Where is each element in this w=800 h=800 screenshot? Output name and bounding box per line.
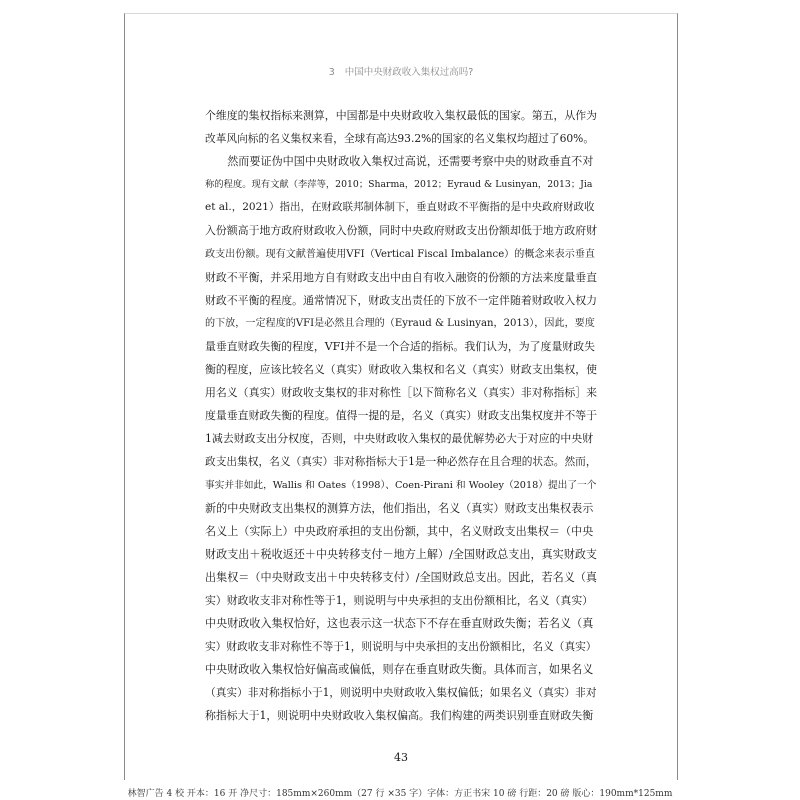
body-line: et al.，2021）指出，在财政联邦制体制下，垂直财政不平衡指的是中央政府财政收 (205, 201, 595, 214)
body-line: 出集权＝（中央财政支出＋中央转移支付）/全国财政总支出。因此，若名义（真 (205, 570, 597, 584)
page-number: 43 (394, 751, 408, 764)
body-line: 个维度的集权指标来测算，中国都是中央财政收入集权最低的国家。第五，从作为 (205, 109, 597, 122)
body-line: 中央财政收入集权恰好，这也表示这一状态下不存在垂直财政失衡；若名义（真 (205, 617, 594, 631)
body-line: 财政不平衡，并采用地方自有财政支出中由自有收入融资的份额的方法来度量垂直 (205, 270, 597, 284)
body-line: 名义上（实际上）中央政府承担的支出份额，其中，名义财政支出集权＝（中央 (205, 524, 594, 538)
body-line: 改革风向标的名义集权来看，全球有高达93.2%的国家的名义集权均超过了60%。 (205, 132, 595, 146)
body-line: 然而要证伪中国中央财政收入集权过高说，还需要考察中央的财政垂直不对 (205, 155, 594, 169)
chapter-title: 中国中央财政收入集权过高吗? (344, 67, 474, 78)
body-line: 入份额高于地方政府财政收入份额，同时中央政府财政支出份额却低于地方政府财 (205, 224, 597, 238)
body-line: 量垂直财政失衡的程度，VFI并不是一个合适的指标。我们认为，为了度量财政失 (205, 339, 596, 353)
body-line: （真实）非对称指标小于1，则说明中央财政收入集权偏低；如果名义（真实）非对 (205, 686, 597, 700)
body-line: 1减去财政支出分权度，否则，中央财政收入集权的最优解势必大于对应的中央财 (205, 432, 594, 446)
body-line: 度量垂直财政失衡的程度。值得一提的是，名义（真实）财政支出集权度并不等于 (205, 409, 597, 423)
body-line: 政支出集权，名义（真实）非对称指标大于1是一种必然存在且合理的状态。然而， (205, 455, 597, 469)
print-spec-footer: 林智广告 4 校 开本：16 开 净尺寸：185mm×260mm（27 行 ×35 字）字体：方正书宋 10 磅 行距：20 磅 版心：190mm*125mm (127, 789, 673, 799)
body-line: 中央财政收入集权恰好偏高或偏低，则存在垂直财政失衡。具体而言，如果名义 (205, 663, 594, 677)
body-line: 政支出份额。现有文献普遍使用VFI（Vertical Fiscal Imbalance）的概念来表示垂直 (205, 248, 596, 260)
body-line: 用名义（真实）财政收支集权的非对称性［以下简称名义（真实）非对称指标］来 (205, 386, 597, 400)
body-line: 实）财政收支非对称性不等于1，则说明与中央承担的支出份额相比，名义（真实） (205, 640, 597, 654)
body-line: 称指标大于1，则说明中央财政收入集权偏高。我们构建的两类识别垂直财政失衡 (205, 709, 594, 723)
body-line: 新的中央财政支出集权的测算方法，他们指出，名义（真实）财政支出集权表示 (205, 501, 594, 515)
body-line: 称的程度。现有文献（李萍等，2010；Sharma，2012；Eyraud & Lusinyan，2013；Jia (205, 179, 593, 191)
body-line: 事实并非如此，Wallis 和 Oates（1998）、Coen-Pirani 和 Wooley（2018）提出了一个 (205, 479, 597, 491)
book-page (124, 13, 678, 780)
body-line: 财政支出＋税收返还＋中央转移支付－地方上解）/全国财政总支出，真实财政支 (205, 547, 597, 561)
body-line: 财政不平衡的程度。通常情况下，财政支出责任的下放不一定伴随着财政收入权力 (205, 293, 597, 307)
body-line: 的下放，一定程度的VFI是必然且合理的（Eyraud & Lusinyan，2013），因此，要度 (205, 317, 595, 329)
body-line: 实）财政收支非对称性等于1，则说明与中央承担的支出份额相比，名义（真实） (205, 593, 594, 607)
running-header (125, 64, 677, 78)
body-text (205, 104, 597, 728)
body-line: 衡的程度，应该比较名义（真实）财政收入集权和名义（真实）财政支出集权，使 (205, 363, 597, 377)
chapter-number: 3 (328, 67, 335, 78)
